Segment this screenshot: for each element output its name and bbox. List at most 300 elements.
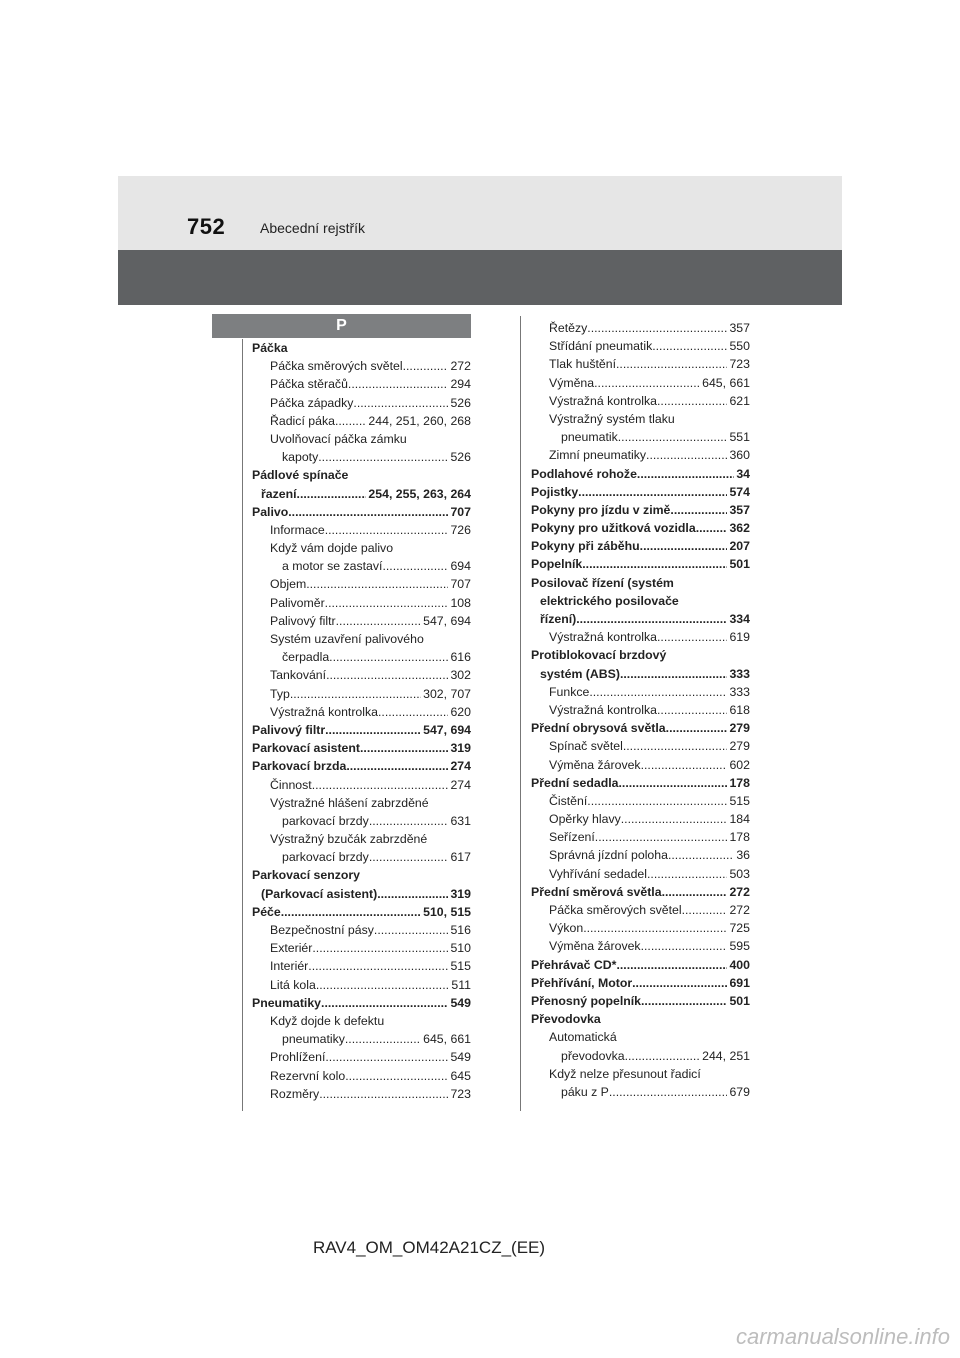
page-number: 752 (187, 214, 226, 239)
dot-leader (621, 810, 728, 828)
entry-term: Řetězy (549, 321, 588, 335)
entry-page-ref[interactable]: 501 (729, 993, 750, 1008)
header-bar (118, 250, 842, 305)
dot-leader (297, 485, 367, 503)
index-entry-sub (252, 430, 471, 448)
dot-leader (377, 885, 448, 903)
entry-page-ref[interactable]: 279 (729, 739, 750, 754)
entry-term: Tlak huštění (549, 357, 616, 372)
entry-term: (Parkovací asistent) (261, 886, 378, 901)
dot-leader (321, 994, 448, 1012)
index-entry-sub (252, 648, 471, 666)
dot-leader (657, 392, 727, 410)
entry-page-ref[interactable]: 302 (450, 668, 471, 683)
entry-page-ref[interactable]: 357 (729, 502, 750, 517)
dot-leader (670, 501, 727, 519)
entry-page-ref[interactable]: 360 (729, 448, 750, 463)
header-band (118, 176, 842, 250)
entry-page-ref[interactable]: 595 (729, 939, 750, 954)
entry-term: Pádlové spínače (252, 468, 349, 483)
dot-leader (587, 319, 727, 337)
dot-leader (403, 357, 449, 375)
entry-term: Pokyny při záběhu (531, 539, 640, 554)
entry-page-ref[interactable]: 547, 694 (423, 722, 471, 737)
entry-term: Páčka směrových světel (549, 903, 682, 917)
entry-term: Páčka směrových světel (270, 359, 403, 374)
index-entry-main (531, 483, 750, 501)
dot-leader (348, 375, 449, 393)
column-rule-left (242, 339, 243, 1111)
index-entry-sub (531, 410, 750, 428)
index-entry-main (531, 883, 750, 901)
dot-leader (616, 355, 727, 373)
dot-leader (288, 503, 448, 521)
index-entry-sub (531, 1065, 750, 1083)
entry-page-ref[interactable]: 178 (729, 830, 750, 845)
page-title: Abecední rejstřík (260, 220, 366, 236)
entry-term: Uvolňovací páčka zámku (270, 431, 407, 446)
index-column-left (252, 339, 471, 1103)
index-entry-main (531, 592, 750, 610)
entry-term: páku z P (561, 1084, 609, 1099)
entry-page-ref[interactable]: 618 (729, 702, 750, 717)
entry-page-ref[interactable]: 723 (450, 1086, 471, 1101)
index-entry-main (531, 974, 750, 992)
index-entry-sub (252, 1085, 471, 1103)
entry-page-ref[interactable]: 294 (450, 377, 471, 392)
index-entry-main (531, 719, 750, 737)
index-entry-main (531, 555, 750, 573)
dot-leader (281, 903, 421, 921)
index-entry-sub (252, 812, 471, 830)
entry-term: Když dojde k defektu (270, 1013, 385, 1028)
dot-leader (594, 374, 700, 392)
entry-term: čerpadla (282, 650, 330, 665)
index-entry-sub (531, 374, 750, 392)
index-entry-sub (531, 737, 750, 755)
entry-page-ref[interactable]: 244, 251, 260, 268 (368, 413, 471, 428)
dot-leader (360, 739, 448, 757)
entry-term: Rezervní kolo (270, 1068, 346, 1083)
entry-term: Protiblokovací brzdový (531, 648, 667, 663)
index-entry-sub (531, 392, 750, 410)
dot-leader (640, 537, 728, 555)
entry-term: Informace (270, 522, 325, 537)
entry-page-ref[interactable]: 34 (736, 466, 750, 481)
index-entry-sub (252, 976, 471, 994)
entry-term: systém (ABS) (540, 666, 620, 681)
entry-term: Palivo (252, 504, 289, 519)
entry-term: Výstražný bzučák zabrzděné (270, 832, 428, 847)
index-entry-sub (252, 557, 471, 575)
entry-page-ref[interactable]: 619 (729, 630, 750, 645)
entry-term: Převodovka (531, 1012, 601, 1027)
entry-term: Zimní pneumatiky (549, 448, 647, 463)
entry-term: pneumatik (561, 430, 618, 445)
index-entry-main (531, 992, 750, 1010)
index-entry-sub (252, 685, 471, 703)
dot-leader (345, 1067, 448, 1085)
entry-term: Přední směrová světla (531, 884, 662, 899)
dot-leader (336, 612, 422, 630)
entry-page-ref[interactable]: 302, 707 (423, 686, 471, 701)
entry-term: parkovací brzdy (282, 813, 369, 828)
dot-leader (369, 848, 449, 866)
entry-page-ref[interactable]: 645, 661 (423, 1032, 471, 1047)
index-entry-main (252, 485, 471, 503)
entry-page-ref[interactable]: 707 (450, 504, 471, 519)
entry-page-ref[interactable]: 707 (450, 577, 471, 592)
entry-page-ref[interactable]: 516 (450, 923, 471, 937)
entry-page-ref[interactable]: 333 (729, 684, 750, 699)
index-entry-sub (252, 594, 471, 612)
dot-leader (312, 776, 449, 794)
dot-leader (609, 1083, 728, 1101)
entry-page-ref[interactable]: 503 (729, 866, 750, 881)
dot-leader (369, 812, 449, 830)
entry-term: Palivoměr (270, 595, 325, 610)
index-entry-sub (531, 792, 750, 810)
dot-leader (666, 719, 728, 737)
entry-page-ref[interactable]: 694 (450, 559, 471, 574)
dot-leader (316, 976, 450, 994)
index-entry-sub (531, 865, 750, 883)
index-entry-sub (252, 412, 471, 430)
index-entry-sub (531, 701, 750, 719)
index-entry-sub (252, 939, 471, 957)
index-entry-sub (531, 919, 750, 937)
entry-term: Spínač světel (549, 739, 623, 754)
dot-leader (682, 901, 728, 919)
entry-term: Výkon (549, 921, 584, 936)
entry-page-ref[interactable]: 574 (729, 484, 750, 499)
dot-leader (637, 465, 734, 483)
entry-term: Palivový filtr (252, 722, 326, 737)
entry-term: Parkovací senzory (252, 868, 361, 883)
entry-term: Když vám dojde palivo (270, 541, 394, 556)
entry-page-ref[interactable]: 510, 515 (423, 904, 471, 919)
index-entry-sub (252, 921, 471, 939)
index-entry-main (531, 519, 750, 537)
entry-page-ref[interactable]: 526 (450, 395, 471, 410)
entry-term: Když nelze přesunout řadicí (549, 1066, 701, 1081)
dot-leader (576, 610, 727, 628)
entry-term: Výstražná kontrolka (270, 704, 378, 719)
index-entry-sub (531, 901, 750, 919)
entry-page-ref[interactable]: 547, 694 (423, 613, 471, 628)
index-entry-sub (252, 357, 471, 375)
entry-term: Výměna žárovek (549, 757, 641, 772)
dot-leader (374, 921, 449, 939)
entry-page-ref[interactable]: 616 (450, 650, 471, 665)
dot-leader (646, 446, 727, 464)
dot-leader (325, 521, 449, 539)
index-entry-main (252, 757, 471, 775)
dot-leader (587, 792, 727, 810)
dot-leader (620, 665, 728, 683)
entry-term: Přenosný popelník (531, 993, 642, 1008)
index-entry-sub (252, 612, 471, 630)
dot-leader (378, 703, 448, 721)
index-entry-sub (252, 776, 471, 794)
entry-term: Pojistky (531, 484, 579, 499)
entry-term: převodovka (561, 1048, 625, 1063)
watermark: carmanualsonline.info (735, 1324, 950, 1349)
dot-leader (319, 1085, 448, 1103)
entry-term: kapoty (282, 450, 319, 465)
index-entry-sub (252, 957, 471, 975)
index-entry-sub (531, 1047, 750, 1065)
index-entry-main (531, 501, 750, 519)
dot-leader (595, 828, 728, 846)
index-entry-main (531, 956, 750, 974)
entry-term: Páčka západky (270, 395, 354, 410)
dot-leader (578, 483, 727, 501)
index-entry-sub (252, 1012, 471, 1030)
entry-page-ref[interactable]: 319 (450, 741, 471, 756)
entry-page-ref[interactable]: 272 (450, 359, 471, 374)
index-entry-sub (531, 828, 750, 846)
dot-leader (641, 937, 728, 955)
entry-page-ref[interactable]: 510 (450, 941, 471, 956)
index-entry-main (531, 537, 750, 555)
entry-page-ref[interactable]: 357 (729, 321, 750, 335)
index-entry-main (252, 466, 471, 484)
dot-leader (335, 412, 366, 430)
entry-page-ref[interactable]: 400 (729, 957, 750, 972)
entry-page-ref[interactable]: 511 (451, 977, 471, 992)
entry-term: Výstražné hlášení zabrzděné (270, 795, 429, 810)
entry-page-ref[interactable]: 501 (729, 557, 750, 572)
index-entry-sub (531, 355, 750, 373)
index-entry-sub (531, 683, 750, 701)
index-entry-sub (252, 1048, 471, 1066)
entry-page-ref[interactable]: 723 (729, 357, 750, 372)
dot-leader (589, 683, 727, 701)
index-entry-main (252, 866, 471, 884)
index-entry-sub (531, 628, 750, 646)
entry-term: Pneumatiky (252, 995, 322, 1010)
dot-leader (583, 919, 727, 937)
entry-term: Pokyny pro jízdu v zimě (531, 502, 671, 517)
index-entry-main (531, 774, 750, 792)
entry-page-ref[interactable]: 526 (450, 450, 471, 465)
entry-page-ref[interactable]: 549 (450, 995, 471, 1010)
entry-page-ref[interactable]: 279 (729, 721, 750, 736)
entry-term: Opěrky hlavy (549, 812, 621, 827)
index-entry-main (252, 885, 471, 903)
entry-term: Objem (270, 577, 307, 592)
entry-term: Přední sedadla (531, 775, 619, 790)
entry-page-ref[interactable]: 515 (729, 793, 750, 808)
dot-leader (662, 883, 728, 901)
entry-term: Výstražná kontrolka (549, 702, 657, 717)
entry-term: a motor se zastaví (282, 559, 383, 574)
entry-term: Popelník (531, 557, 583, 572)
dot-leader (623, 737, 728, 755)
entry-page-ref[interactable]: 621 (729, 393, 750, 408)
dot-leader (306, 575, 448, 593)
entry-term: Přehrávač CD* (531, 957, 617, 972)
entry-page-ref[interactable]: 319 (450, 886, 471, 901)
dot-leader (325, 594, 449, 612)
entry-page-ref[interactable]: 184 (729, 812, 750, 827)
column-rule-right (520, 316, 521, 1111)
index-entry-sub (252, 539, 471, 557)
index-entry-sub (531, 756, 750, 774)
entry-term: Čistění (549, 793, 588, 808)
entry-term: elektrického posilovače (540, 593, 679, 608)
dot-leader (382, 557, 448, 575)
entry-term: Typ (270, 686, 290, 701)
entry-page-ref[interactable]: 362 (729, 521, 750, 536)
entry-term: Palivový filtr (270, 613, 336, 628)
entry-page-ref[interactable]: 725 (729, 921, 750, 936)
entry-page-ref[interactable]: 334 (729, 612, 750, 626)
entry-term: Střídání pneumatik (549, 339, 653, 354)
dot-leader (652, 337, 727, 355)
entry-page-ref[interactable]: 274 (450, 759, 471, 774)
dot-leader (329, 648, 448, 666)
entry-page-ref[interactable]: 515 (450, 959, 471, 974)
entry-page-ref[interactable]: 549 (450, 1050, 471, 1065)
entry-page-ref[interactable]: 620 (450, 704, 471, 719)
entry-term: Výstražný systém tlaku (549, 411, 675, 426)
index-entry-main (531, 646, 750, 664)
entry-term: Rozměry (270, 1086, 320, 1101)
dot-leader (616, 956, 727, 974)
index-entry-main (252, 994, 471, 1012)
dot-leader (657, 628, 727, 646)
entry-page-ref[interactable]: 207 (729, 539, 750, 554)
document-code: RAV4_OM_OM42A21CZ_(EE) (312, 1238, 546, 1257)
dot-leader (668, 846, 734, 864)
dot-leader (625, 1047, 701, 1065)
entry-term: Vyhřívání sedadel (549, 866, 647, 881)
entry-term: Exteriér (270, 941, 313, 956)
entry-page-ref[interactable]: 550 (729, 339, 750, 354)
entry-term: pneumatiky (282, 1032, 345, 1047)
index-entry-sub (252, 830, 471, 848)
entry-page-ref[interactable]: 108 (450, 595, 471, 610)
entry-term: Výměna žárovek (549, 939, 641, 954)
entry-term: Tankování (270, 668, 327, 683)
dot-leader (325, 721, 421, 739)
index-entry-sub (531, 428, 750, 446)
entry-page-ref[interactable]: 244, 251 (702, 1048, 750, 1063)
entry-term: Interiér (270, 959, 309, 974)
index-entry-sub (252, 1067, 471, 1085)
index-entry-sub (252, 630, 471, 648)
entry-term: Přehřívání, Motor (531, 975, 633, 990)
dot-leader (290, 685, 421, 703)
index-entry-sub (531, 1083, 750, 1101)
section-letter-header: P (212, 314, 471, 338)
entry-term: Seřízení (549, 830, 595, 845)
dot-leader (696, 519, 728, 537)
entry-term: Systém uzavření palivového (270, 632, 424, 646)
entry-page-ref[interactable]: 178 (729, 775, 750, 790)
index-entry-sub (252, 448, 471, 466)
index-entry-main (252, 739, 471, 757)
entry-page-ref[interactable]: 254, 255, 263, 264 (368, 486, 471, 501)
index-entry-sub (531, 810, 750, 828)
entry-term: Páčka stěračů (270, 377, 348, 392)
entry-page-ref[interactable]: 691 (729, 975, 750, 990)
index-entry-sub (531, 446, 750, 464)
dot-leader (641, 756, 728, 774)
entry-page-ref[interactable]: 272 (729, 884, 750, 899)
index-entry-sub (252, 1030, 471, 1048)
entry-term: Přední obrysová světla (531, 721, 666, 736)
index-entry-main (252, 503, 471, 521)
entry-term: Péče (252, 904, 281, 919)
index-entry-main (531, 665, 750, 683)
index-entry-main (531, 1010, 750, 1028)
entry-term: Podlahové rohože (531, 466, 637, 481)
entry-page-ref[interactable]: 36 (736, 848, 750, 863)
entry-page-ref[interactable]: 726 (450, 522, 471, 537)
entry-page-ref[interactable]: 602 (729, 757, 750, 772)
dot-leader (618, 428, 728, 446)
dot-leader (326, 666, 448, 684)
index-entry-main (252, 903, 471, 921)
entry-term: Výměna (549, 375, 595, 390)
entry-page-ref[interactable]: 645, 661 (702, 375, 750, 390)
index-entry-main (531, 610, 750, 628)
dot-leader (618, 774, 727, 792)
index-column-right (531, 319, 750, 1101)
index-entry-sub (531, 337, 750, 355)
entry-page-ref[interactable]: 551 (729, 430, 750, 445)
dot-leader (325, 1048, 448, 1066)
index-entry-main (252, 721, 471, 739)
index-entry-sub (531, 846, 750, 864)
dot-leader (582, 555, 727, 573)
index-entry-main (252, 339, 471, 357)
entry-page-ref[interactable]: 274 (450, 777, 471, 792)
index-entry-sub (252, 703, 471, 721)
entry-page-ref[interactable]: 272 (729, 903, 750, 917)
entry-page-ref[interactable]: 617 (450, 850, 471, 865)
entry-term: řízení) (540, 612, 577, 626)
dot-leader (657, 701, 727, 719)
entry-term: Litá kola (270, 977, 316, 992)
entry-term: řazení (261, 486, 297, 501)
index-entry-sub (252, 521, 471, 539)
entry-term: Parkovací asistent (252, 741, 361, 756)
dot-leader (318, 448, 448, 466)
index-entry-sub (531, 937, 750, 955)
index-entry-main (531, 574, 750, 592)
entry-term: Výstražná kontrolka (549, 630, 657, 645)
dot-leader (312, 939, 448, 957)
entry-page-ref[interactable]: 645 (450, 1068, 471, 1083)
entry-term: Činnost (270, 777, 312, 792)
dot-leader (353, 394, 448, 412)
entry-page-ref[interactable]: 631 (450, 813, 471, 828)
entry-term: Funkce (549, 684, 590, 699)
entry-term: Parkovací brzda (252, 759, 347, 774)
dot-leader (632, 974, 727, 992)
entry-page-ref[interactable]: 679 (729, 1084, 750, 1099)
index-entry-main (531, 465, 750, 483)
entry-term: Automatická (549, 1030, 617, 1045)
index-entry-sub (531, 319, 750, 337)
entry-term: parkovací brzdy (282, 850, 369, 865)
entry-page-ref[interactable]: 333 (729, 666, 750, 681)
dot-leader (346, 757, 448, 775)
